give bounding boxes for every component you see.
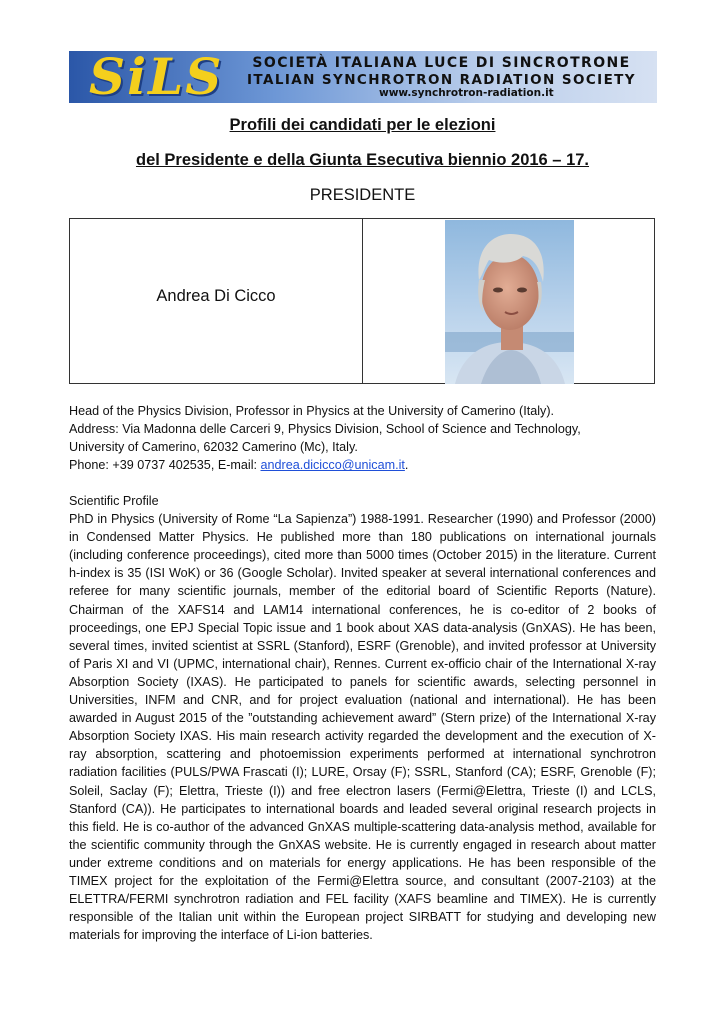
email-suffix: . [404,458,409,473]
contact-position: Head of the Physics Division, Professor in Physics at the University of Camerino (Italy). [69,404,555,418]
role-heading: PRESIDENTE [309,186,416,204]
contact-phone-email [69,456,656,474]
email-link[interactable]: andrea.dicicco@unicam.it [260,458,405,473]
contact-address: Address: Via Madonna delle Carceri 9, Physics Division, School of Science and Technology, [69,422,581,437]
contact-block [69,402,656,474]
candidate-table [69,218,655,384]
contact-phone: Phone: +39 0737 402535, E-mail: [69,458,261,473]
candidate-name: Andrea Di Cicco [156,287,276,305]
contact-address-city: University of Camerino, 62032 Camerino (Mc), Italy. [69,440,358,455]
society-name-italian: SOCIETÀ ITALIANA LUCE DI SINCROTRONE [252,55,631,71]
document-title-line1: Profili dei candidati per le elezioni [229,116,496,134]
table-divider [362,219,363,383]
society-name-english: ITALIAN SYNCHROTRON RADIATION SOCIETY [247,72,636,88]
header-banner [69,51,657,103]
profile-block [69,492,656,944]
profile-heading: Scientific Profile [69,494,159,508]
document-title-line2: del Presidente e della Giunta Esecutiva biennio 2016 – 17. [135,151,590,169]
portrait-photo [445,220,574,384]
sils-logo: SiLS [89,51,224,103]
society-website: www.synchrotron-radiation.it [379,87,554,99]
profile-text: PhD in Physics (University of Rome “La Sapienza”) 1988-1991. Researcher (1990) and Professor (2000) in Condensed Matter Physics. He published more than 180 publications on international journals (including conference proceedings), cited more than 5000 times (October 2015) in the literature. Current h-index is 35 (ISI WoK) or 36 (Google Scholar). Invited speaker at several international conferences and referee for many scientific journals, member of the editorial board of Scientific Reports (Nature). Chairman of the XAFS14 and LAM14 international conferences, he is co-editor of 2 books of proceedings, one EPJ Special Topic issue and 1 book about XAS data-analysis (GnXAS). He has been, several times, invited scientist at SSRL (Stanford), ESRF (Grenoble), and invited professor at University of Paris XI and VI (UPMC, international chair), Rennes. Current ex-officio chair of the International X-ray Absorption Society (IXAS). He participated to panels for scientific awards, selecting personnel in Universities, INFM and CNR, and for project evaluation (national and international). He has been awarded in August 2015 of the ”outstanding achievement award” (Stern prize) of the International X-ray Absorption Society IXAS. His main research activity regarded the development and the execution of X- ray absorption, scattering and photoemission experiments performed at international synchrotron radiation facilities (PULS/PWA Frascati (I); LURE, Orsay (F); SSRL, Stanford (CA); ESRF, Grenoble (F); Soleil, Saclay (F); Elettra, Trieste (I)) and free electron lasers (Fermi@Elettra, Trieste (I) and LCLS, Stanford (CA)). He participates to international boards and leaded several original research projects in this field. He is co-author of the advanced GnXAS multiple-scattering data-analysis method, available for the scientific community through the GnXAS website. He is currently engaged in research about matter under extreme conditions and on materials for energy applications. He has been responsible of the TIMEX project for the exploitation of the Fermi@Elettra source, and consultant (2007-2103) at the ELETTRA/FERMI synchrotron radiation and FEL facility (XAFS beamline and TIMEX). He is currently responsible of the Italian unit within the European project SIRBATT for studying and developing new materials for improving the interface of Li-ion batteries. [69,512,656,943]
